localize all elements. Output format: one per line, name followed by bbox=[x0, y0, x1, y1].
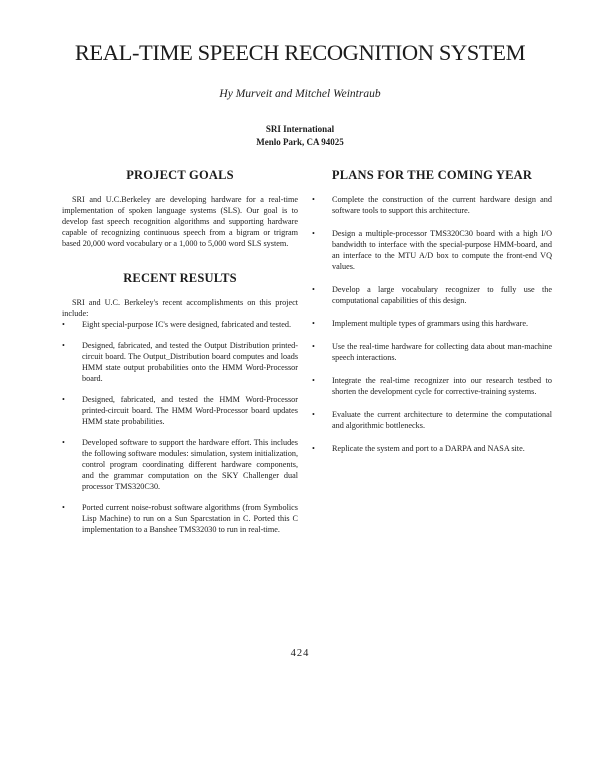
bullet-icon: • bbox=[312, 285, 315, 294]
bullet-icon: • bbox=[62, 320, 65, 329]
list-item bbox=[62, 437, 298, 492]
bullet-icon: • bbox=[62, 395, 65, 404]
bullet-icon: • bbox=[62, 503, 65, 512]
list-item-text: Complete the construction of the current hardware design and software tools to support this architecture. bbox=[332, 195, 552, 215]
list-item-text: Evaluate the current architecture to determine the computational and algorithmic bottlenecks. bbox=[332, 410, 552, 430]
affiliation-org: SRI International bbox=[265, 124, 335, 134]
right-column bbox=[312, 168, 552, 466]
list-item-text: Design a multiple-processor TMS320C30 board with a high I/O bandwidth to interface with the special-purpose HMM-board, and an interface to the MTU A/D box to compute the front-end VQ values. bbox=[332, 229, 552, 271]
list-item bbox=[312, 228, 552, 272]
bullet-icon: • bbox=[312, 444, 315, 453]
list-item bbox=[312, 318, 552, 329]
list-item bbox=[62, 319, 298, 330]
project-goals-text: SRI and U.C.Berkeley are developing hardware for a real-time implementation of spoken language systems (SLS). Our goal is to develop fast speech recognition algorithms and supporting hardware capable of recognizing continuous speech from a bigram or trigram based 20,000 word vocabulary or a 1,000 to 5,000 word SLS system. bbox=[62, 195, 298, 248]
bullet-icon: • bbox=[312, 195, 315, 204]
list-item-text: Designed, fabricated, and tested the HMM Word-Processor printed-circuit board. The HMM Word-Processor board updates HMM state probabilities. bbox=[82, 395, 298, 426]
recent-results-intro: SRI and U.C. Berkeley's recent accomplishments on this project include: bbox=[62, 298, 298, 318]
bullet-icon: • bbox=[312, 342, 315, 351]
list-item-text: Implement multiple types of grammars using this hardware. bbox=[332, 319, 529, 328]
plans-list bbox=[312, 194, 552, 454]
list-item bbox=[312, 443, 552, 454]
bullet-icon: • bbox=[312, 376, 315, 385]
list-item-text: Designed, fabricated, and tested the Output Distribution printed-circuit board. The Output_Distribution board computes and loads HMM state output probabilities onto the HMM Word-Processor board. bbox=[82, 341, 298, 383]
bullet-icon: • bbox=[62, 341, 65, 350]
list-item bbox=[312, 341, 552, 363]
authors: Hy Murveit and Mitchel Weintraub bbox=[219, 88, 381, 100]
plans-heading: PLANS FOR THE COMING YEAR bbox=[331, 168, 533, 182]
list-item bbox=[312, 375, 552, 397]
affiliation-location: Menlo Park, CA 94025 bbox=[256, 137, 344, 147]
list-item-text: Integrate the real-time recognizer into our research testbed to shorten the development cycle for corrective-training systems. bbox=[332, 376, 552, 396]
list-item bbox=[62, 394, 298, 427]
affiliation bbox=[0, 123, 600, 149]
list-item bbox=[312, 284, 552, 306]
bullet-icon: • bbox=[62, 438, 65, 447]
recent-results-heading: RECENT RESULTS bbox=[123, 271, 237, 285]
bullet-icon: • bbox=[312, 229, 315, 238]
list-item-text: Eight special-purpose IC's were designed, fabricated and tested. bbox=[82, 320, 292, 329]
paper-title: REAL-TIME SPEECH RECOGNITION SYSTEM bbox=[74, 40, 526, 65]
list-item bbox=[62, 502, 298, 535]
list-item-text: Use the real-time hardware for collecting data about man-machine speech interactions. bbox=[332, 342, 552, 362]
list-item-text: Replicate the system and port to a DARPA and NASA site. bbox=[332, 444, 525, 453]
bullet-icon: • bbox=[312, 319, 315, 328]
recent-results-list bbox=[62, 319, 298, 535]
list-item bbox=[62, 340, 298, 384]
list-item bbox=[312, 194, 552, 216]
list-item-text: Developed software to support the hardware effort. This includes the following software modules: simulation, system initialization, control program coordinating different hardware components, and the grammar computation on the SKY Challenger dual processor TMS320C30. bbox=[82, 438, 298, 491]
left-column bbox=[62, 168, 298, 545]
list-item-text: Ported current noise-robust software algorithms (from Symbolics Lisp Machine) to run on a Sun Sparcstation in C. Ported this C implementation to a Banshee TMS32030 to run in real-time. bbox=[82, 503, 298, 534]
bullet-icon: • bbox=[312, 410, 315, 419]
project-goals-heading: PROJECT GOALS bbox=[126, 168, 234, 182]
list-item-text: Develop a large vocabulary recognizer to fully use the computational capabilities of this design. bbox=[332, 285, 552, 305]
list-item bbox=[312, 409, 552, 431]
page-number: 424 bbox=[290, 648, 310, 659]
